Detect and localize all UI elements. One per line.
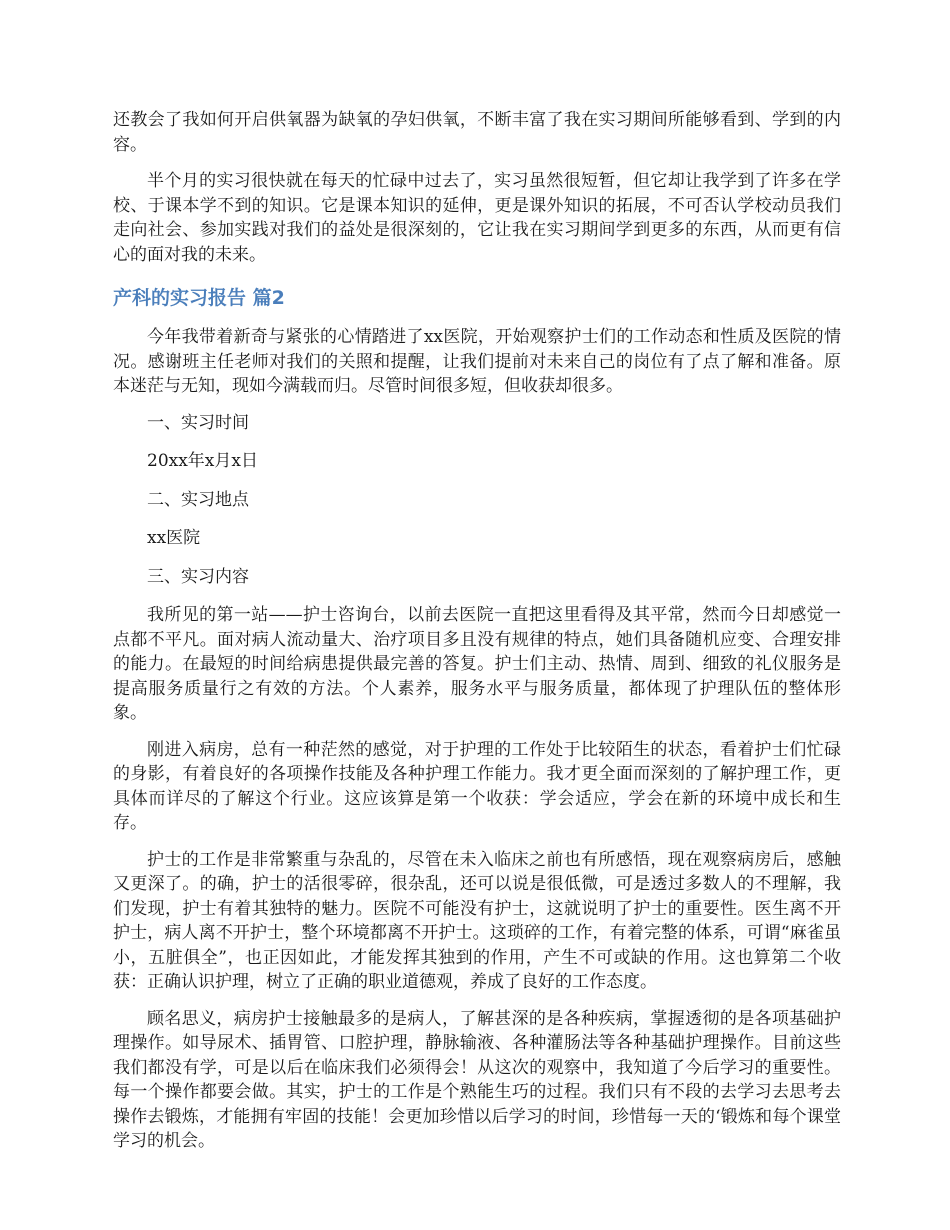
section-opening-paragraph: 今年我带着新奇与紧张的心情踏进了xx医院，开始观察护士们的工作动态和性质及医院的情况。感谢班主任老师对我们的关照和提醒，让我们提前对未来自己的岗位有了点了解和准备。原本迷茫与无知，现如今满载而归。尽管时间很多短，但收获却很多。 [113, 327, 841, 396]
place-value: xx医院 [147, 528, 201, 548]
section-heading: 产科的实习报告 篇2 [113, 287, 285, 309]
place-heading: 二、实习地点 [147, 489, 249, 510]
content-paragraph-3: 护士的工作是非常繁重与杂乱的，尽管在未入临床之前也有所感悟，现在观察病房后，感触又更深了。的确，护士的活很零碎，很杂乱，还可以说是很低微，可是透过多数人的不理解，我们发现，护士有着其独特的魅力。医院不可能没有护士，这就说明了护士的重要性。医生离不开护士，病人离不开护士，整个环境都离不开护士。这琐碎的工作，有着完整的体系，可谓“麻雀虽小，五脏俱全”，也正因如此，才能发挥其独到的作用，产生不可或缺的作用。这也算第二个收获：正确认识护理，树立了正确的职业道德观，养成了良好的工作态度。 [113, 849, 841, 992]
content-paragraph-4: 顾名思义，病房护士接触最多的是病人，了解甚深的是各种疾病，掌握透彻的是各项基础护理操作。如导尿术、插胃管、口腔护理，静脉输液、各种灌肠法等各种基础护理操作。目前这些我们都没有学，可是以后在临床我们必须得会！从这次的观察中，我知道了今后学习的重要性。每一个操作都要会做。其实，护士的工作是个熟能生巧的过程。我们只有不段的去学习去思考去操作去锻炼，才能拥有牢固的技能！会更加珍惜以后学习的时间，珍惜每一天的‘锻炼和每个课堂学习的机会。 [113, 1008, 841, 1151]
content-paragraph-2: 刚进入病房，总有一种茫然的感觉，对于护理的工作处于比较陌生的状态，看着护士们忙碌的身影，有着良好的各项操作技能及各种护理工作能力。我才更全面而深刻的了解护理工作，更具体而详尽的了解这个行业。这应该算是第一个收获：学会适应，学会在新的环境中成长和生存。 [113, 739, 841, 833]
content-paragraph-1: 我所见的第一站——护士咨询台，以前去医院一直把这里看得及其平常，然而今日却感觉一点都不平凡。面对病人流动量大、治疗项目多且没有规律的特点，她们具备随机应变、合理安排的能力。在最短的时间给病患提供最完善的答复。护士们主动、热情、周到、细致的礼仪服务是提高服务质量行之有效的方法。个人素养，服务水平与服务质量，都体现了护理队伍的整体形象。 [113, 605, 841, 723]
intro-paragraph-1: 还教会了我如何开启供氧器为缺氧的孕妇供氧，不断丰富了我在实习期间所能够看到、学到的内容。 [113, 110, 841, 155]
document-page [113, 108, 841, 1166]
time-value: 20xx年x月x日 [147, 451, 258, 471]
intro-paragraph-2: 半个月的实习很快就在每天的忙碌中过去了，实习虽然很短暂，但它却让我学到了许多在学校、于课本学不到的知识。它是课本知识的延伸，更是课外知识的拓展，不可否认学校动员我们走向社会、参加实践对我们的益处是很深刻的，它让我在实习期间学到更多的东西，从而更有信心的面对我的未来。 [113, 171, 841, 265]
time-heading: 一、实习时间 [147, 412, 249, 433]
content-heading: 三、实习内容 [147, 566, 249, 587]
